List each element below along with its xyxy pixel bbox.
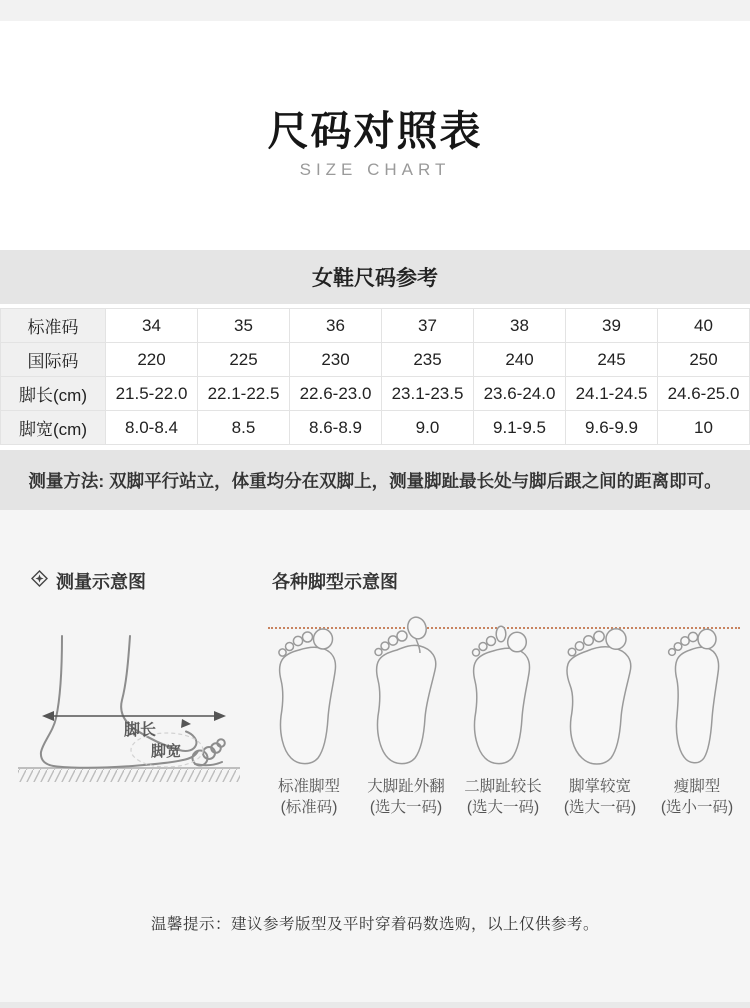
wide-foot-outline [554, 616, 646, 768]
foot-type-long-second-toe [456, 616, 550, 818]
foot-type-thin [650, 616, 744, 818]
cell: 24.6-25.0 [658, 377, 750, 411]
foot-length-label: 脚长 [123, 722, 157, 739]
cell: 35 [198, 309, 290, 343]
top-strip [0, 0, 750, 21]
foot-width-arrow [181, 719, 191, 728]
cell: 230 [290, 343, 382, 377]
cell: 21.5-22.0 [106, 377, 198, 411]
row-label: 脚宽(cm) [1, 411, 106, 445]
cell: 220 [106, 343, 198, 377]
cell: 240 [474, 343, 566, 377]
measure-method-note: 测量方法: 双脚平行站立，体重均分在双脚上，测量脚趾最长处与脚后跟之间的距离即可。 [0, 450, 750, 510]
foot-type-label [367, 776, 445, 818]
cell: 23.1-23.5 [382, 377, 474, 411]
foot-type-label [278, 776, 340, 818]
foot-type-note: (选小一码) [660, 799, 734, 816]
foot-type-label [464, 776, 542, 818]
cell: 245 [566, 343, 658, 377]
foot-type-standard [262, 616, 356, 818]
foot-type-name: 脚掌较宽 [568, 778, 631, 795]
table-row-standard-size [1, 309, 750, 343]
row-label: 国际码 [1, 343, 106, 377]
measure-section-title: 测量示意图 [56, 572, 146, 592]
diagram-section [0, 510, 750, 1008]
cell: 9.0 [382, 411, 474, 445]
foot-side-outline [41, 636, 225, 768]
size-table [0, 308, 750, 445]
foot-type-name: 瘦脚型 [673, 778, 721, 795]
foot-type-note: (选大一码) [466, 799, 540, 816]
foot-type-note: (标准码) [280, 799, 338, 816]
cell: 24.1-24.5 [566, 377, 658, 411]
table-title: 女鞋尺码参考 [0, 250, 750, 304]
cell: 9.6-9.9 [566, 411, 658, 445]
foot-type-wide [553, 616, 647, 818]
table-row-international-size [1, 343, 750, 377]
foot-type-label [661, 776, 733, 818]
cell: 8.5 [198, 411, 290, 445]
friendly-tip: 温馨提示：建议参考版型及平时穿着码数选购，以上仅供参考。 [150, 916, 599, 933]
foot-types-row [262, 616, 744, 818]
foot-measurement-diagram [12, 630, 246, 786]
cell: 39 [566, 309, 658, 343]
hallux-valgus-foot-outline [360, 616, 452, 768]
row-label: 脚长(cm) [1, 377, 106, 411]
cell: 22.1-22.5 [198, 377, 290, 411]
cell: 225 [198, 343, 290, 377]
cell: 8.6-8.9 [290, 411, 382, 445]
table-row-foot-length [1, 377, 750, 411]
cell: 8.0-8.4 [106, 411, 198, 445]
foot-type-label [564, 776, 636, 818]
standard-foot-outline [263, 616, 355, 768]
foot-types-section-header [272, 568, 398, 594]
foot-width-label: 脚宽 [150, 743, 182, 760]
foot-type-name: 大脚趾外翻 [367, 778, 445, 795]
diamond-star-icon [30, 569, 49, 593]
row-label: 标准码 [1, 309, 106, 343]
bottom-strip [0, 1002, 750, 1008]
foot-type-name: 二脚趾较长 [464, 778, 542, 795]
foot-length-arrow [42, 711, 226, 721]
measure-section-header [30, 568, 146, 594]
cell: 37 [382, 309, 474, 343]
cell: 23.6-24.0 [474, 377, 566, 411]
foot-type-note: (选大一码) [369, 799, 443, 816]
cell: 34 [106, 309, 198, 343]
foot-types-section-title: 各种脚型示意图 [272, 572, 398, 592]
cell: 10 [658, 411, 750, 445]
cell: 36 [290, 309, 382, 343]
page-title: 尺码对照表 [267, 108, 483, 154]
cell: 9.1-9.5 [474, 411, 566, 445]
thin-foot-outline [651, 616, 743, 768]
cell: 40 [658, 309, 750, 343]
page-subtitle: SIZE CHART [299, 160, 451, 179]
table-row-foot-width [1, 411, 750, 445]
cell: 22.6-23.0 [290, 377, 382, 411]
cell: 235 [382, 343, 474, 377]
foot-type-note: (选大一码) [563, 799, 637, 816]
long-second-toe-foot-outline [457, 616, 549, 768]
foot-type-hallux-valgus [359, 616, 453, 818]
foot-type-name: 标准脚型 [277, 778, 340, 795]
cell: 250 [658, 343, 750, 377]
ground-hatch [18, 769, 240, 782]
cell: 38 [474, 309, 566, 343]
